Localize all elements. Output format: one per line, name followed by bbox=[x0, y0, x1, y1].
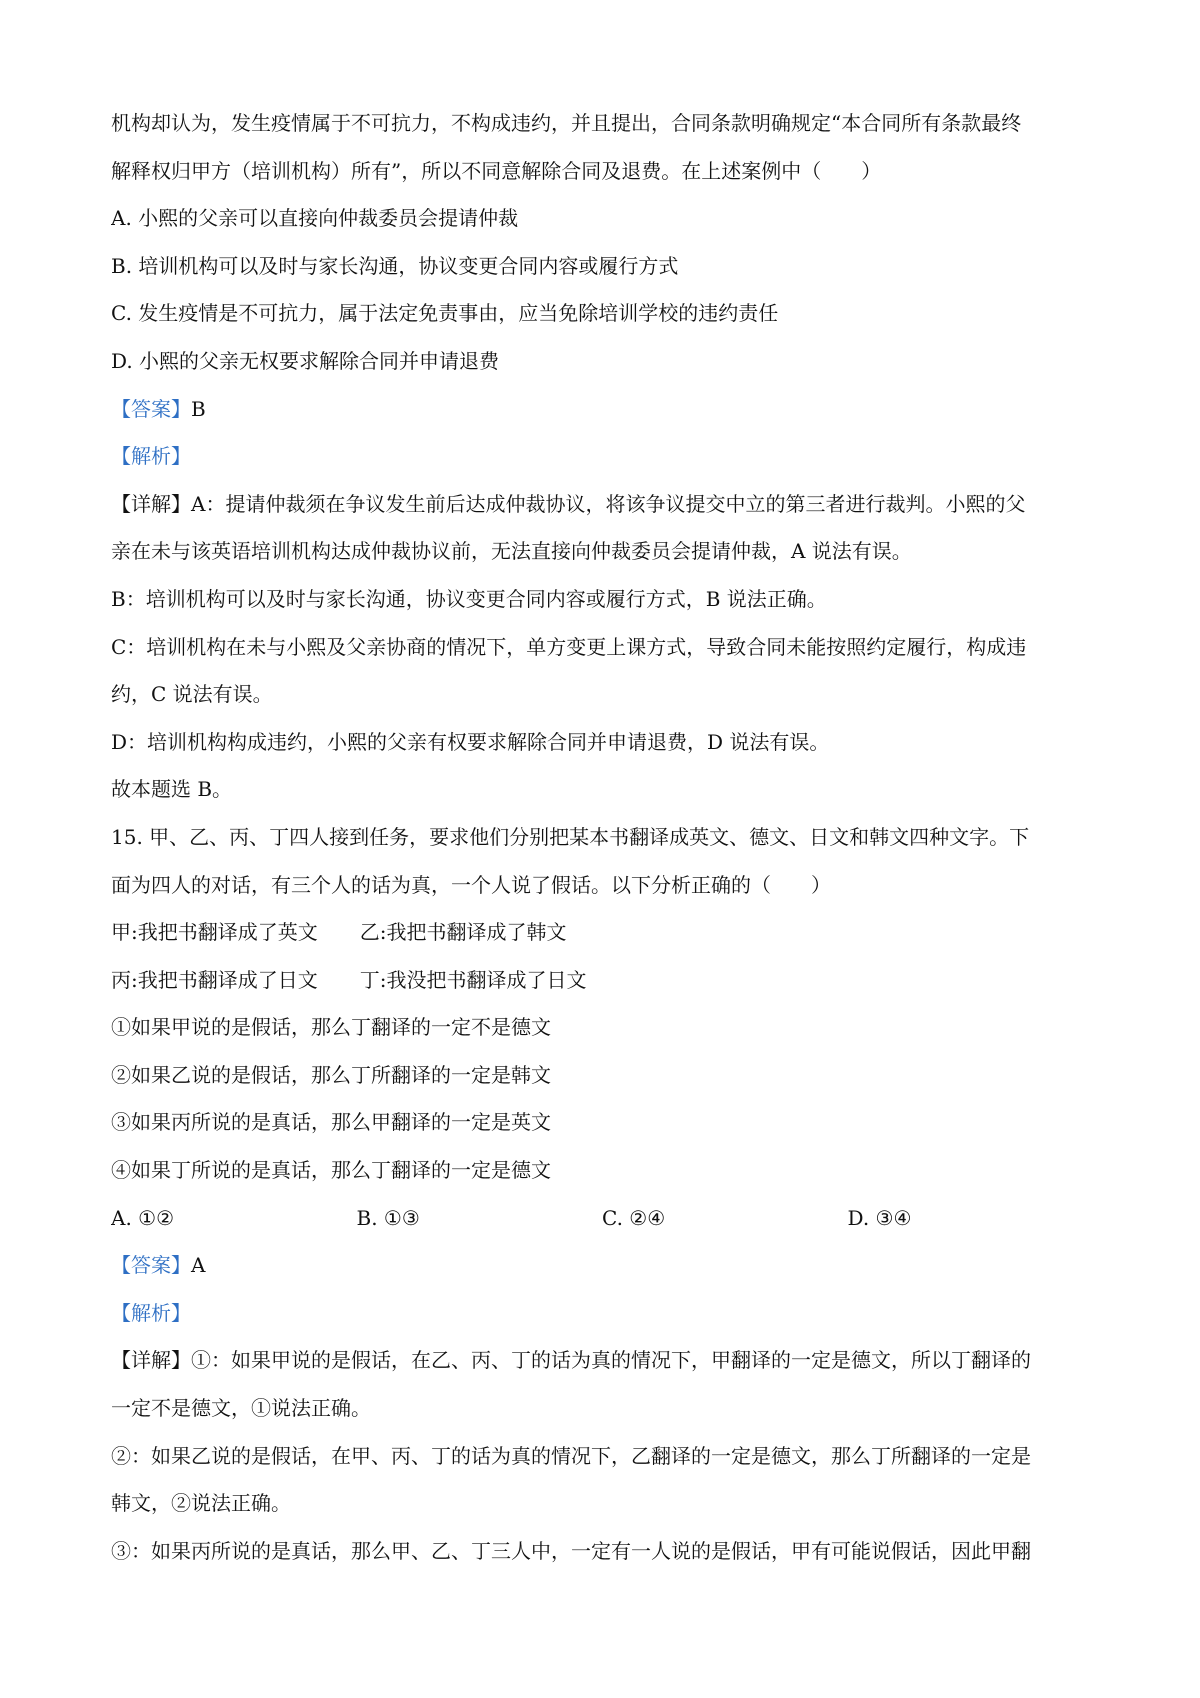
q15-answer bbox=[111, 1242, 1093, 1290]
choice-b: B. ①③ bbox=[356, 1205, 420, 1230]
q14-detail-d: D：培训机构构成违约，小熙的父亲有权要求解除合同并申请退费，D 说法有误。 bbox=[111, 729, 830, 754]
q15-choices bbox=[111, 1195, 1093, 1243]
q15-detail-2-line-2: 韩文，②说法正确。 bbox=[111, 1491, 291, 1516]
choice-a: A. ①② bbox=[111, 1205, 175, 1230]
detail-text: A：提请仲裁须在争议发生前后达成仲裁协议，将该争议提交中立的第三者进行裁判。小熙的父 bbox=[191, 491, 1026, 516]
q14-detail-c-line-2: 约，C 说法有误。 bbox=[111, 682, 273, 707]
q15-detail-3-line-1: ③：如果丙所说的是真话，那么甲、乙、丁三人中，一定有一人说的是假话，甲有可能说假话，因此甲翻 bbox=[111, 1538, 1031, 1563]
detail-text: ①：如果甲说的是假话，在乙、丙、丁的话为真的情况下，甲翻译的一定是德文，所以丁翻译的 bbox=[191, 1348, 1031, 1373]
q14-detail-c-line-1: C：培训机构在未与小熙及父亲协商的情况下，单方变更上课方式，导致合同未能按照约定履行，构成违 bbox=[111, 634, 1027, 659]
answer-value: B bbox=[191, 396, 206, 421]
q15-detail-1-line-2: 一定不是德文，①说法正确。 bbox=[111, 1396, 371, 1421]
choice-c: C. ②④ bbox=[602, 1205, 666, 1230]
q15-claim-3: ③如果丙所说的是真话，那么甲翻译的一定是英文 bbox=[111, 1110, 551, 1135]
q14-stem-line-1: 机构却认为，发生疫情属于不可抗力，不构成违约，并且提出，合同条款明确规定“本合同所有条款最终 bbox=[111, 111, 1022, 135]
detail-tag: 【详解】 bbox=[111, 491, 191, 516]
detail-tag: 【详解】 bbox=[111, 1348, 191, 1373]
q14-conclusion: 故本题选 B。 bbox=[111, 777, 233, 802]
q15-stem-line-1: 15. 甲、乙、丙、丁四人接到任务，要求他们分别把某本书翻译成英文、德文、日文和韩文四种文字。下 bbox=[111, 824, 1030, 849]
q15-detail-1-line-1 bbox=[111, 1337, 1093, 1385]
q15-analysis-heading bbox=[111, 1290, 1093, 1338]
q14-detail-a-line-1 bbox=[111, 481, 1093, 529]
answer-tag: 【答案】 bbox=[111, 1253, 191, 1278]
q14-option-c: C. 发生疫情是不可抗力，属于法定免责事由，应当免除培训学校的违约责任 bbox=[111, 301, 779, 326]
q14-analysis-heading bbox=[111, 433, 1093, 481]
q15-statements-row-2 bbox=[111, 957, 1093, 1005]
answer-value: A bbox=[191, 1253, 206, 1278]
analysis-tag: 【解析】 bbox=[111, 1300, 191, 1325]
q14-option-a: A. 小熙的父亲可以直接向仲裁委员会提请仲裁 bbox=[111, 206, 519, 231]
q15-statements-row-1 bbox=[111, 909, 1093, 957]
q15-claim-1: ①如果甲说的是假话，那么丁翻译的一定不是德文 bbox=[111, 1015, 551, 1040]
q15-detail-2-line-1: ②：如果乙说的是假话，在甲、丙、丁的话为真的情况下，乙翻译的一定是德文，那么丁所翻译的一定是 bbox=[111, 1443, 1031, 1468]
q14-option-b: B. 培训机构可以及时与家长沟通，协议变更合同内容或履行方式 bbox=[111, 253, 679, 278]
statement-jia: 甲:我把书翻译成了英文 bbox=[111, 920, 318, 945]
q15-claim-4: ④如果丁所说的是真话，那么丁翻译的一定是德文 bbox=[111, 1158, 551, 1183]
q14-detail-a-line-2: 亲在未与该英语培训机构达成仲裁协议前，无法直接向仲裁委员会提请仲裁，A 说法有误。 bbox=[111, 539, 912, 564]
q15-claim-2: ②如果乙说的是假话，那么丁所翻译的一定是韩文 bbox=[111, 1062, 551, 1087]
q14-option-d: D. 小熙的父亲无权要求解除合同并申请退费 bbox=[111, 348, 500, 373]
q14-detail-b: B：培训机构可以及时与家长沟通，协议变更合同内容或履行方式，B 说法正确。 bbox=[111, 586, 827, 611]
q14-answer bbox=[111, 386, 1093, 434]
choice-d: D. ③④ bbox=[847, 1205, 912, 1230]
q15-stem-line-2: 面为四人的对话，有三个人的话为真，一个人说了假话。以下分析正确的（ ） bbox=[111, 872, 831, 897]
answer-tag: 【答案】 bbox=[111, 396, 191, 421]
statement-bing: 丙:我把书翻译成了日文 bbox=[111, 967, 318, 992]
statement-ding: 丁:我没把书翻译成了日文 bbox=[359, 967, 587, 992]
analysis-tag: 【解析】 bbox=[111, 444, 191, 469]
document-page bbox=[111, 100, 1093, 1575]
statement-yi: 乙:我把书翻译成了韩文 bbox=[359, 920, 567, 945]
q14-stem-line-2: 解释权归甲方（培训机构）所有”，所以不同意解除合同及退费。在上述案例中（ ） bbox=[111, 158, 882, 183]
